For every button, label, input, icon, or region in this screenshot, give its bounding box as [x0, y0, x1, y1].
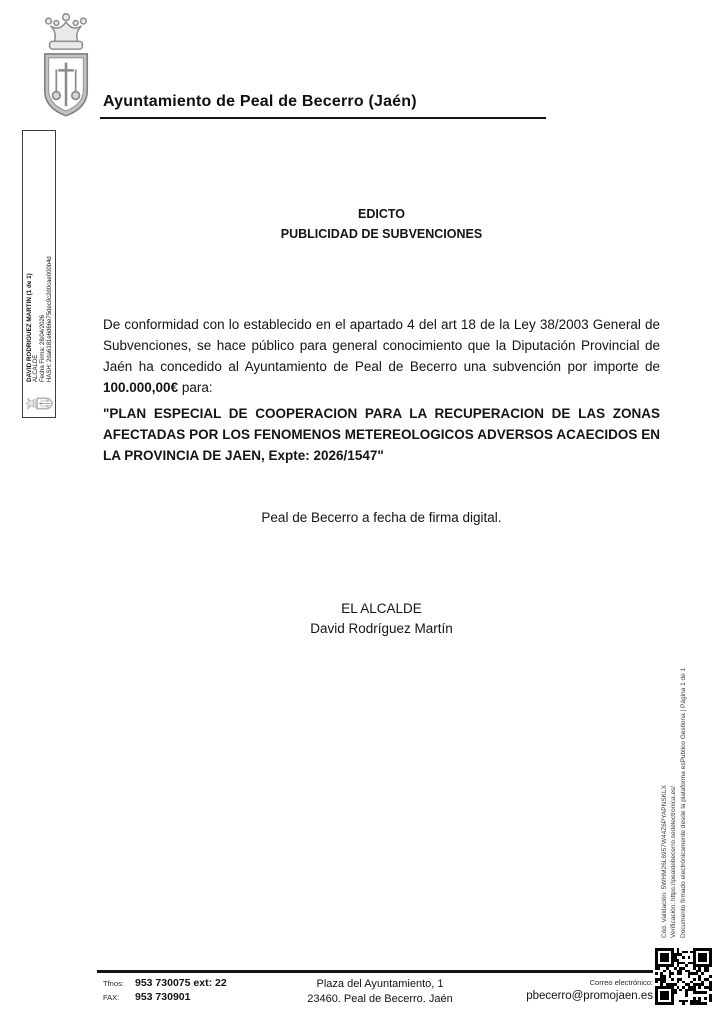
- signer-role-stamp: ALCALDE: [32, 354, 39, 382]
- validation-code: Cód. Validación: 5WHM26L6957W44Z6PYAPNSKLX: [661, 785, 668, 938]
- paragraph-intro-tail: para:: [178, 380, 213, 395]
- signer-name-stamp: DAVID RODRIGUEZ MARTIN (1 de 1): [25, 273, 33, 382]
- footer-contact: [97, 977, 282, 1005]
- document-title: [103, 204, 660, 244]
- fax-value: 953 730901: [135, 991, 191, 1003]
- header-divider: [100, 117, 546, 119]
- signature-block: [103, 599, 660, 639]
- address-line1: Plaza del Ayuntamiento, 1: [316, 978, 444, 990]
- footer-phone-row: [103, 977, 282, 991]
- document-title-line1: EDICTO: [358, 207, 405, 221]
- footer: [97, 977, 653, 1007]
- email-value: pbecerro@promojaen.es: [526, 990, 653, 1002]
- signature-stamp-text: [26, 256, 55, 382]
- paragraph-intro: [103, 314, 660, 398]
- validation-strip-content: [660, 636, 690, 938]
- validation-strip: [654, 636, 694, 938]
- signer-title: EL ALCALDE: [341, 601, 422, 616]
- signature-stamp-box: [22, 130, 56, 418]
- address-line2: 23460. Peal de Becerro. Jaén: [307, 993, 453, 1005]
- fax-label: FAX:: [103, 993, 120, 1002]
- footer-divider: [97, 970, 653, 973]
- footer-fax-row: [103, 991, 282, 1005]
- validation-platform-note: Documento firmado electrónicamente desde la plataforma esPublico Gestiona | Página 1 de 1: [679, 667, 687, 938]
- paragraph-plan: "PLAN ESPECIAL DE COOPERACION PARA LA RECUPERACION DE LAS ZONAS AFECTADAS POR LOS FENOMENOS METEREOLOGICOS ADVERSOS ACAECIDOS EN LA PROVINCIA DE JAEN, Expte: 2026/1547": [103, 406, 660, 463]
- phone-label: Tfnos:: [103, 979, 124, 988]
- municipal-crest-small-icon: [26, 395, 54, 412]
- signature-hash: HASH: 2da6181e6d66e75dec9c2d0cae000b4d: [47, 256, 54, 382]
- qr-code: [655, 948, 712, 1005]
- subsidy-amount: 100.000,00€: [103, 380, 179, 395]
- paragraph-intro-text: De conformidad con lo establecido en el apartado 4 del art 18 de la Ley 38/2003 General de Subvenciones, se hace público para general conocimiento que la Diputación Provincial de Jaén ha concedido al Ayuntamiento de Peal de Becerro una subvención por importe de: [103, 317, 660, 374]
- verification-url: Verificación: https://pealdebecerro.sedelectronica.es/: [670, 785, 678, 938]
- signature-date: Fecha Firma: 28/04/2026: [40, 314, 46, 382]
- footer-email: [478, 977, 653, 1003]
- footer-address: [282, 977, 478, 1007]
- place-and-date-line: Peal de Becerro a fecha de firma digital.: [261, 510, 502, 525]
- page-title: Ayuntamiento de Peal de Becerro (Jaén): [103, 93, 417, 110]
- signer-name: David Rodríguez Martín: [310, 621, 453, 636]
- email-label: Correo electrónico:: [589, 978, 653, 987]
- document-title-line2: PUBLICIDAD DE SUBVENCIONES: [280, 227, 483, 241]
- signature-stamp-content: [26, 136, 54, 416]
- phone-value: 953 730075 ext: 22: [135, 977, 227, 989]
- municipal-crest-icon: [37, 13, 95, 120]
